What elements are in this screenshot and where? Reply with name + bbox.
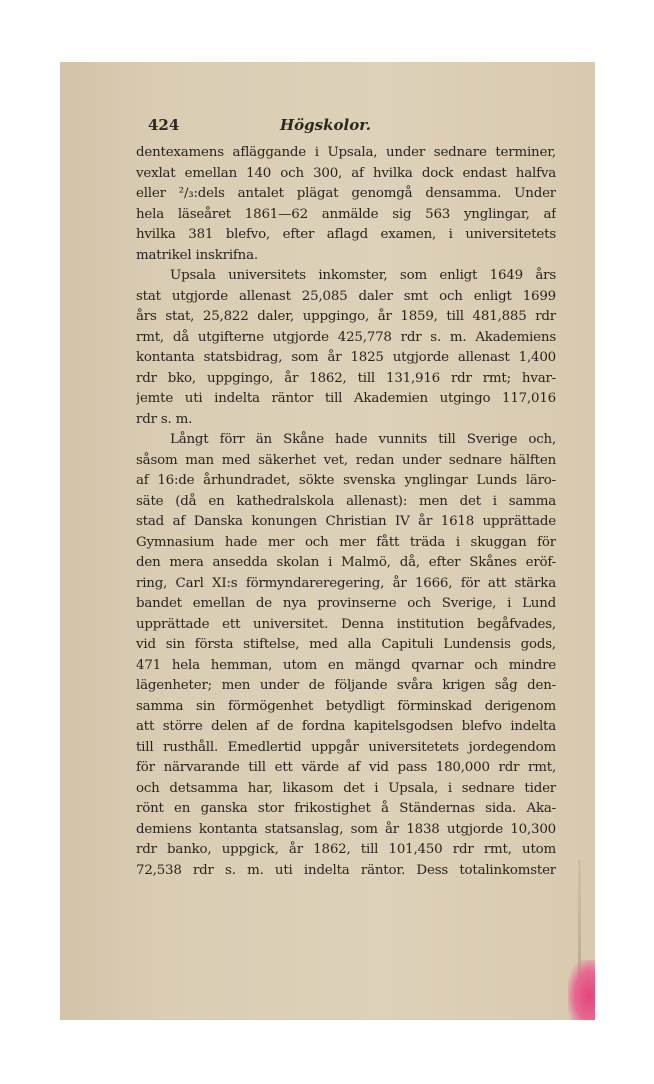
text-line: rmt, då utgifterne utgjorde 425,778 rdr s. m. Akademiens — [136, 329, 556, 345]
text-line: upprättade ett universitet. Denna institution begåfvades, — [136, 616, 556, 632]
text-line: rönt en ganska stor frikostighet å Ständernas sida. Aka- — [136, 801, 556, 816]
text-line: 72,538 rdr s. m. uti indelta räntor. Dess totalinkomster — [136, 862, 556, 878]
text-line: för närvarande till ett värde af vid pass 180,000 rdr rmt, — [136, 760, 556, 775]
text-line: Långt förr än Skåne hade vunnits till Sverige och, — [170, 432, 556, 447]
text-line: rdr bko, uppgingo, år 1862, till 131,916 rdr rmt; hvar- — [136, 370, 556, 386]
body-text — [136, 143, 556, 881]
text-line: dentexamens afläggande i Upsala, under sednare terminer, — [136, 145, 556, 160]
text-line: rdr banko, uppgick, år 1862, till 101,450 rdr rmt, utom — [136, 842, 556, 857]
text-line: samma sin förmögenhet betydligt förminskad derigenom — [136, 698, 556, 714]
text-line: kontanta statsbidrag, som år 1825 utgjorde allenast 1,400 — [136, 350, 556, 365]
text-line: och detsamma har, likasom det i Upsala, i sednare tider — [136, 780, 556, 796]
text-line: lägenheter; men under de följande svåra krigen såg den- — [136, 678, 556, 693]
text-line: Gymnasium hade mer och mer fått träda i skuggan för — [136, 534, 556, 550]
text-line: stad af Danska konungen Christian IV år 1618 upprättade — [136, 514, 556, 529]
text-line: matrikel inskrifna. — [136, 247, 258, 263]
text-line: den mera ansedda skolan i Malmö, då, efter Skånes eröf- — [136, 555, 556, 570]
text-line: rdr s. m. — [136, 411, 193, 427]
text-line: att större delen af de fordna kapitelsgodsen blefvo indelta — [136, 719, 556, 734]
text-line: eller ²/₃:dels antalet plägat genomgå densamma. Under — [136, 186, 556, 201]
text-line: jemte uti indelta räntor till Akademien utgingo 117,016 — [136, 391, 556, 406]
text-line: af 16:de århundradet, sökte svenska ynglingar Lunds läro- — [136, 473, 556, 488]
text-line: 471 hela hemman, utom en mängd qvarnar och mindre — [136, 657, 556, 673]
finger-smudge — [568, 960, 595, 1020]
text-line: Upsala universitets inkomster, som enligt 1649 års — [170, 268, 556, 283]
text-line: säte (då en kathedralskola allenast): men det i samma — [136, 493, 556, 509]
text-line: till rusthåll. Emedlertid uppgår universitetets jordegendom — [136, 739, 556, 755]
text-line: vexlat emellan 140 och 300, af hvilka dock endast halfva — [136, 165, 556, 181]
running-title: Högskolor. — [280, 116, 371, 134]
text-line: ring, Carl XI:s förmyndareregering, år 1666, för att stärka — [136, 575, 556, 591]
text-line: stat utgjorde allenast 25,085 daler smt och enligt 1699 — [136, 288, 556, 304]
text-line: hvilka 381 blefvo, efter aflagd examen, i universitetets — [136, 227, 556, 242]
text-line: års stat, 25,822 daler, uppgingo, år 1859, till 481,885 rdr — [136, 309, 556, 324]
text-line: såsom man med säkerhet vet, redan under sednare hälften — [136, 452, 556, 468]
text-line: vid sin första stiftelse, med alla Capituli Lundensis gods, — [136, 637, 556, 652]
text-line: bandet emellan de nya provinserne och Sverige, i Lund — [136, 596, 556, 611]
text-line: demiens kontanta statsanslag, som år 1838 utgjorde 10,300 — [136, 821, 556, 837]
running-header — [135, 116, 555, 138]
page-number: 424 — [148, 116, 180, 134]
text-line: hela läseåret 1861—62 anmälde sig 563 ynglingar, af — [136, 206, 556, 222]
